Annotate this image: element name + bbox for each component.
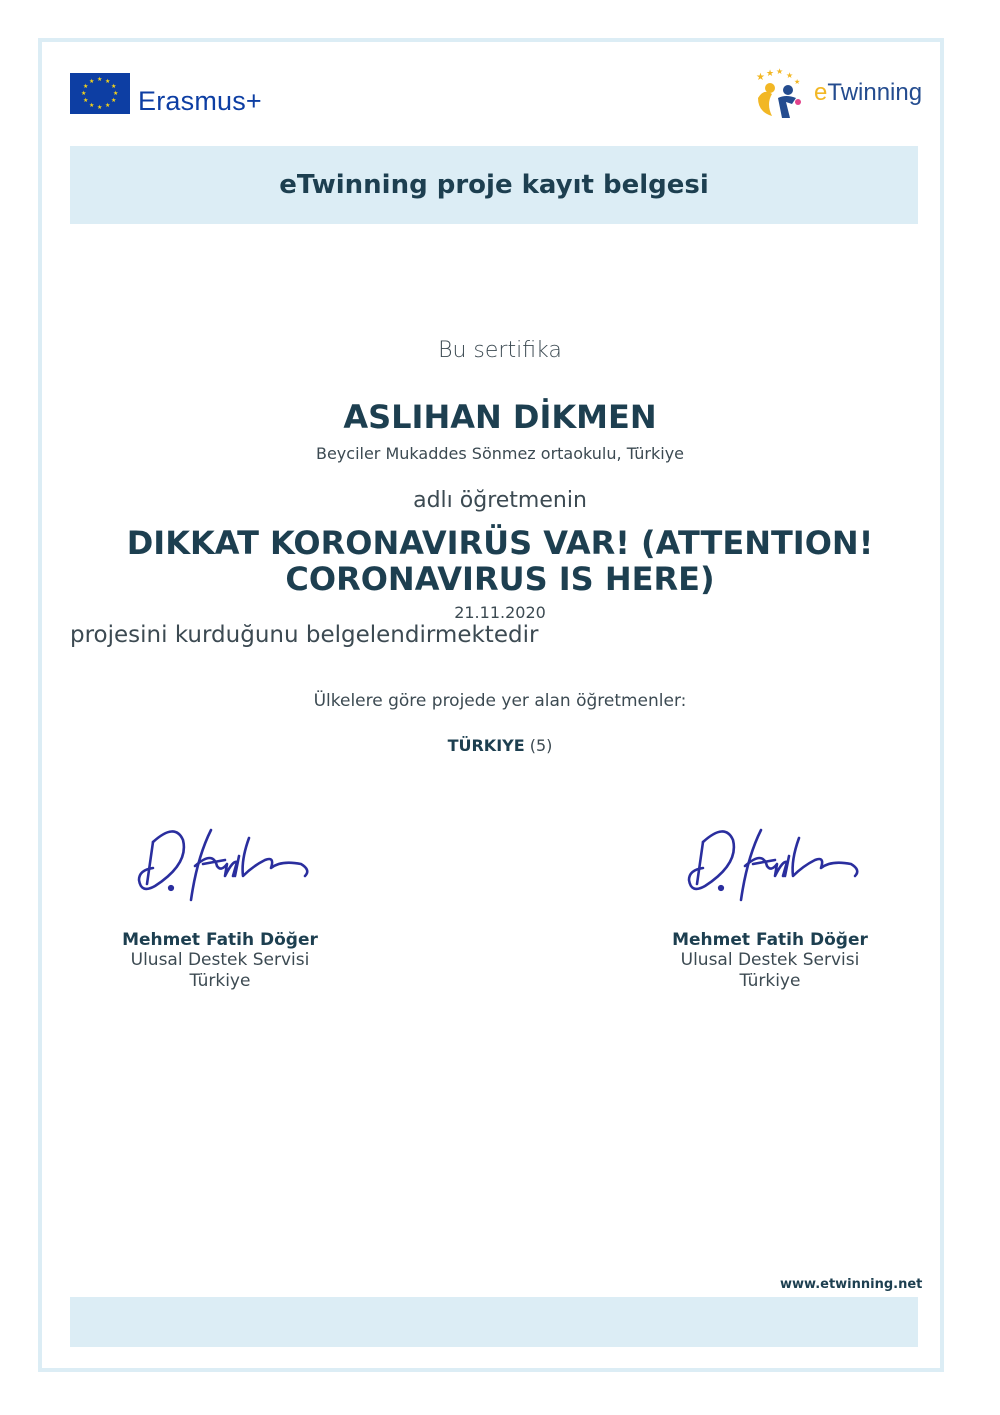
signatory-country: Türkiye (189, 971, 251, 991)
signatory-role: Ulusal Destek Servisi (130, 950, 310, 970)
handwritten-signature (675, 820, 865, 910)
intro-text: Bu sertifika (438, 338, 562, 363)
title-band (70, 146, 918, 224)
signature-block-right (620, 820, 920, 992)
etwinning-wordmark: eTwinning (814, 79, 923, 106)
teacher-name: ASLIHAN DİKMEN (343, 398, 657, 436)
signatory-role: Ulusal Destek Servisi (680, 950, 860, 970)
project-title (0, 525, 1000, 597)
svg-text:★: ★ (776, 68, 784, 76)
country-entry (0, 736, 1000, 755)
signatory-name: Mehmet Fatih Döğer (122, 930, 318, 950)
signatory-name: Mehmet Fatih Döğer (672, 930, 868, 950)
svg-text:★: ★ (794, 79, 801, 86)
footer-band (70, 1297, 918, 1347)
signature-block-left (70, 820, 370, 992)
confirmation-text: projesini kurduğunu belgelendirmektedir (70, 622, 539, 648)
signatory-country: Türkiye (739, 971, 801, 991)
etwinning-logo (750, 68, 922, 120)
country-name: TÜRKIYE (447, 736, 525, 755)
etwinning-figures-icon (750, 68, 812, 120)
countries-label: Ülkelere göre projede yer alan öğretmenler: (313, 691, 687, 711)
country-count: (5) (529, 736, 553, 755)
eu-flag-icon: ★ ★ ★ ★ ★ ★ ★ ★ ★ ★ ★ ★ (70, 73, 130, 114)
svg-text:★: ★ (766, 68, 775, 78)
svg-text:★: ★ (786, 71, 794, 80)
website-link[interactable]: www.etwinning.net (780, 1277, 923, 1292)
svg-text:★: ★ (756, 72, 765, 83)
certificate-title: eTwinning proje kayıt belgesi (279, 170, 709, 200)
handwritten-signature (125, 820, 315, 910)
project-title-line-2: CORONAVIRUS IS HERE) (285, 560, 715, 598)
erasmus-wordmark: Erasmus+ (138, 86, 262, 116)
school-name: Beyciler Mukaddes Sönmez ortaokulu, Türkiye (315, 444, 685, 463)
teacher-of-text: adlı öğretmenin (413, 488, 587, 513)
project-date: 21.11.2020 (454, 603, 546, 622)
erasmus-logo (70, 70, 262, 117)
project-title-line-1: DIKKAT KORONAVIRÜS VAR! (ATTENTION! (126, 524, 874, 562)
